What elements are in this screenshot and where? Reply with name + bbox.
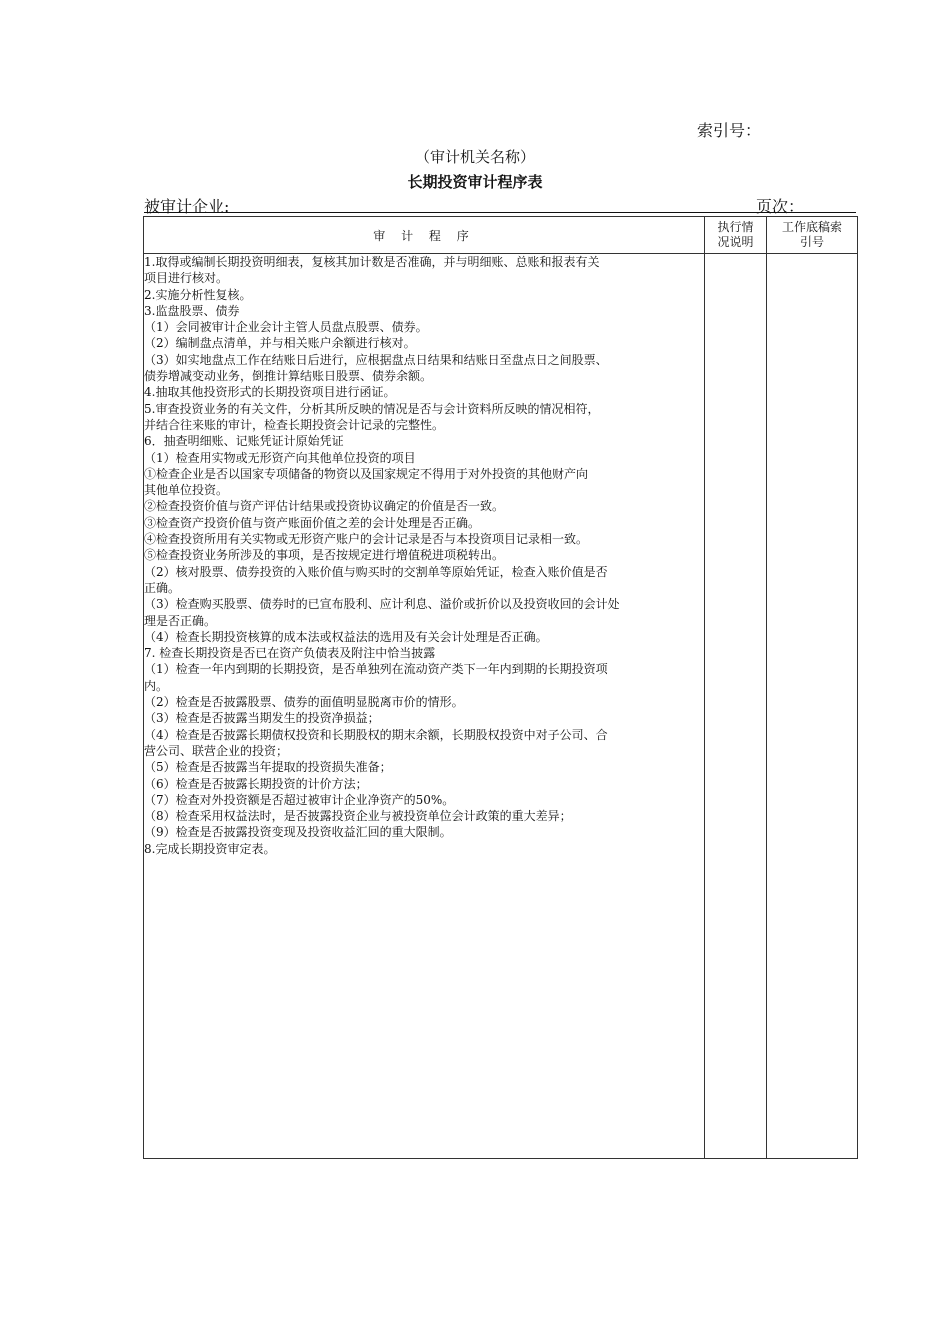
procedure-step-line: 7. 检查长期投资是否已在资产负债表及附注中恰当披露 — [144, 646, 436, 661]
page-number-field[interactable] — [804, 200, 844, 217]
header-divider — [144, 212, 856, 213]
procedure-step-line: （3）如实地盘点工作在结账日后进行，应根据盘点日结果和结账日至盘点日之间股票、 — [144, 352, 608, 367]
index-number-label: 索引号： — [697, 121, 762, 140]
page-title: 长期投资审计程序表 — [407, 173, 543, 191]
procedure-step-line: ③检查资产投资价值与资产账面价值之差的会计处理是否正确。 — [144, 515, 481, 530]
procedure-steps-cell — [144, 254, 705, 1159]
procedure-step-line: 3.监盘股票、债券 — [144, 303, 240, 318]
procedure-step-line: 债券增减变动业务，倒推计算结账日股票、债券余额。 — [144, 369, 433, 384]
column-header-procedure: 审 计 程 序 — [144, 217, 705, 254]
procedure-steps-list — [144, 254, 704, 857]
column-header-workpaper-ref: 工作底稿索 引号 — [767, 217, 858, 254]
procedure-step-line: 营公司、联营企业的投资； — [144, 743, 289, 758]
procedure-step-line: （2）检查是否披露股票、债券的面值明显脱离市价的情形。 — [144, 695, 464, 710]
procedure-step-line: （1）检查一年内到期的长期投资，是否单独列在流动资产类下一年内到期的长期投资项 — [144, 662, 608, 677]
procedure-step-line: （1）会同被审计企业会计主管人员盘点股票、债券。 — [144, 320, 428, 335]
procedure-step-line: 2.实施分析性复核。 — [144, 287, 252, 302]
procedure-step-line: （8）检查采用权益法时，是否披露投资企业与被投资单位会计政策的重大差异； — [144, 809, 572, 824]
procedure-step-line: 正确。 — [144, 580, 181, 595]
procedure-step-line: 1.取得或编制长期投资明细表，复核其加计数是否准确，并与明细账、总账和报表有关 — [144, 255, 600, 269]
procedure-step-line: （3）检查购买股票、债券时的已宣布股利、应计利息、溢价或折价以及投资收回的会计处 — [144, 597, 620, 612]
procedure-step-line: 6．抽查明细账、记账凭证计原始凭证 — [144, 434, 344, 449]
procedure-step-line: 其他单位投资。 — [144, 483, 229, 498]
procedure-step-line: 内。 — [144, 678, 169, 693]
procedure-step-line: （4）检查是否披露长期债权投资和长期股权的期末余额，长期股权投资中对子公司、合 — [144, 727, 608, 742]
audited-enterprise-label: 被审计企业: — [144, 197, 230, 216]
procedure-step-line: （9）检查是否披露投资变现及投资收益汇回的重大限制。 — [144, 825, 452, 840]
procedure-step-line: 5.审查投资业务的有关文件，分析其所反映的情况是否与会计资料所反映的情况相符， — [144, 401, 600, 416]
procedure-step-line: ①检查企业是否以国家专项储备的物资以及国家规定不得用于对外投资的其他财产向 — [144, 466, 589, 481]
procedure-step-line: （2）编制盘点清单，并与相关账户余额进行核对。 — [144, 336, 416, 351]
meta-row — [144, 194, 856, 214]
procedure-step-line: （4）检查长期投资核算的成本法或权益法的选用及有关会计处理是否正确。 — [144, 629, 548, 644]
procedure-step-line: （3）检查是否披露当期发生的投资净损益； — [144, 711, 380, 726]
column-header-execution-status: 执行情 况说明 — [705, 217, 767, 254]
procedure-step-line: 理是否正确。 — [144, 613, 217, 628]
procedure-step-line: （2）核对股票、债券投资的入账价值与购买时的交割单等原始凭证，检查入账价值是否 — [144, 564, 608, 579]
procedure-step-line: ⑤检查投资业务所涉及的事项，是否按规定进行增值税进项税转出。 — [144, 548, 505, 563]
procedure-step-line: 并结合往来账的审计，检查长期投资会计记录的完整性。 — [144, 417, 445, 432]
procedure-step-line: 4.抽取其他投资形式的长期投资项目进行函证。 — [144, 385, 396, 400]
procedure-step-line: （6）检查是否披露长期投资的计价方法； — [144, 776, 368, 791]
procedure-step-line: （1）检查用实物或无形资产向其他单位投资的项目 — [144, 450, 416, 465]
procedure-step-line: （5）检查是否披露当年提取的投资损失准备； — [144, 760, 392, 775]
procedure-step-line: 8.完成长期投资审定表。 — [144, 841, 276, 856]
execution-status-cell[interactable] — [705, 254, 767, 1159]
procedure-step-line: （7）检查对外投资额是否超过被审计企业净资产的50%。 — [144, 792, 455, 807]
procedure-step-line: 项目进行核对。 — [144, 271, 229, 286]
procedure-step-line: ②检查投资价值与资产评估计结果或投资协议确定的价值是否一致。 — [144, 499, 505, 514]
audit-procedure-table — [143, 216, 858, 1159]
audit-org-name: （审计机关名称） — [414, 148, 535, 166]
procedure-step-line: ④检查投资所用有关实物或无形资产账户的会计记录是否与本投资项目记录相一致。 — [144, 532, 589, 547]
page-number-label: 页次： — [756, 194, 844, 217]
workpaper-ref-cell[interactable] — [767, 254, 858, 1159]
